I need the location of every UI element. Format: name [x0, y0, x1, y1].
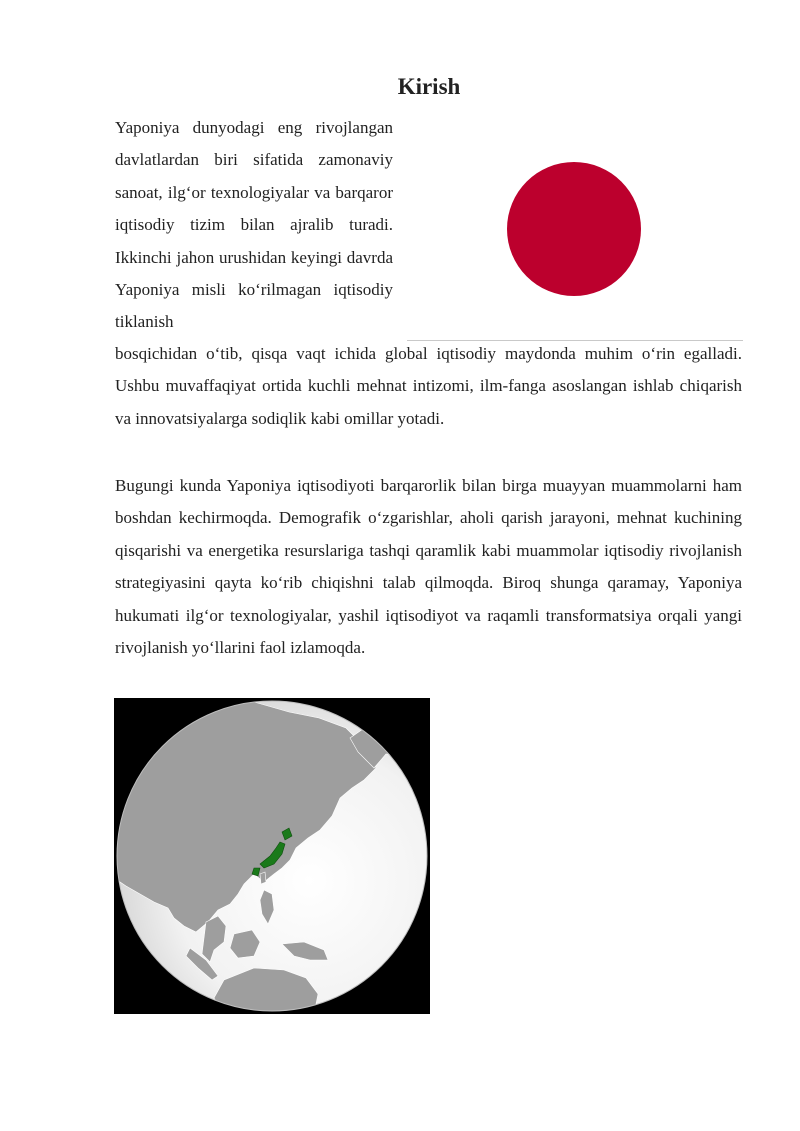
- paragraph-1-continued: bosqichidan o‘tib, qisqa vaqt ichida global iqtisodiy maydonda muhim o‘rin egalladi. Ushbu muvaffaqiyat ortida kuchli mehnat intizomi, ilm-fanga asoslangan ishlab chiqarish va innovatsiyalarga sodiqlik kabi omillar yotadi.: [115, 344, 742, 428]
- japan-flag-icon: [407, 112, 743, 341]
- taiwan-landmass: [260, 872, 266, 884]
- page-title: Kirish: [397, 74, 461, 99]
- flag-red-disc: [507, 162, 641, 296]
- globe-svg: [114, 698, 430, 1014]
- paragraph-1-wrapped: Yaponiya dunyodagi eng rivojlangan davlatlardan biri sifatida zamonaviy sanoat, ilg‘or texnologiyalar va barqaror iqtisodiy tizim bilan ajralib turadi. Ikkinchi jahon urushidan keyingi davrda Yaponiya misli ko‘rilmagan iqtisodiy tiklanish: [115, 118, 393, 332]
- globe-map-icon: [114, 698, 430, 1014]
- paragraph-2: Bugungi kunda Yaponiya iqtisodiyoti barqarorlik bilan birga muayyan muammolarni ham boshdan kechirmoqda. Demografik o‘zgarishlar, aholi qarish jarayoni, mehnat kuchining qisqarishi va energetika resurslariga tashqi qaramlik kabi muammolar iqtisodiy rivojlanish strategiyasini qayta ko‘rib chiqishni talab qilmoqda. Biroq shunga qaramay, Yaponiya hukumati ilg‘or texnologiyalar, yashil iqtisodiyot va raqamli transformatsiya orqali yangi rivojlanish yo‘llarini faol izlamoqda.: [115, 476, 742, 658]
